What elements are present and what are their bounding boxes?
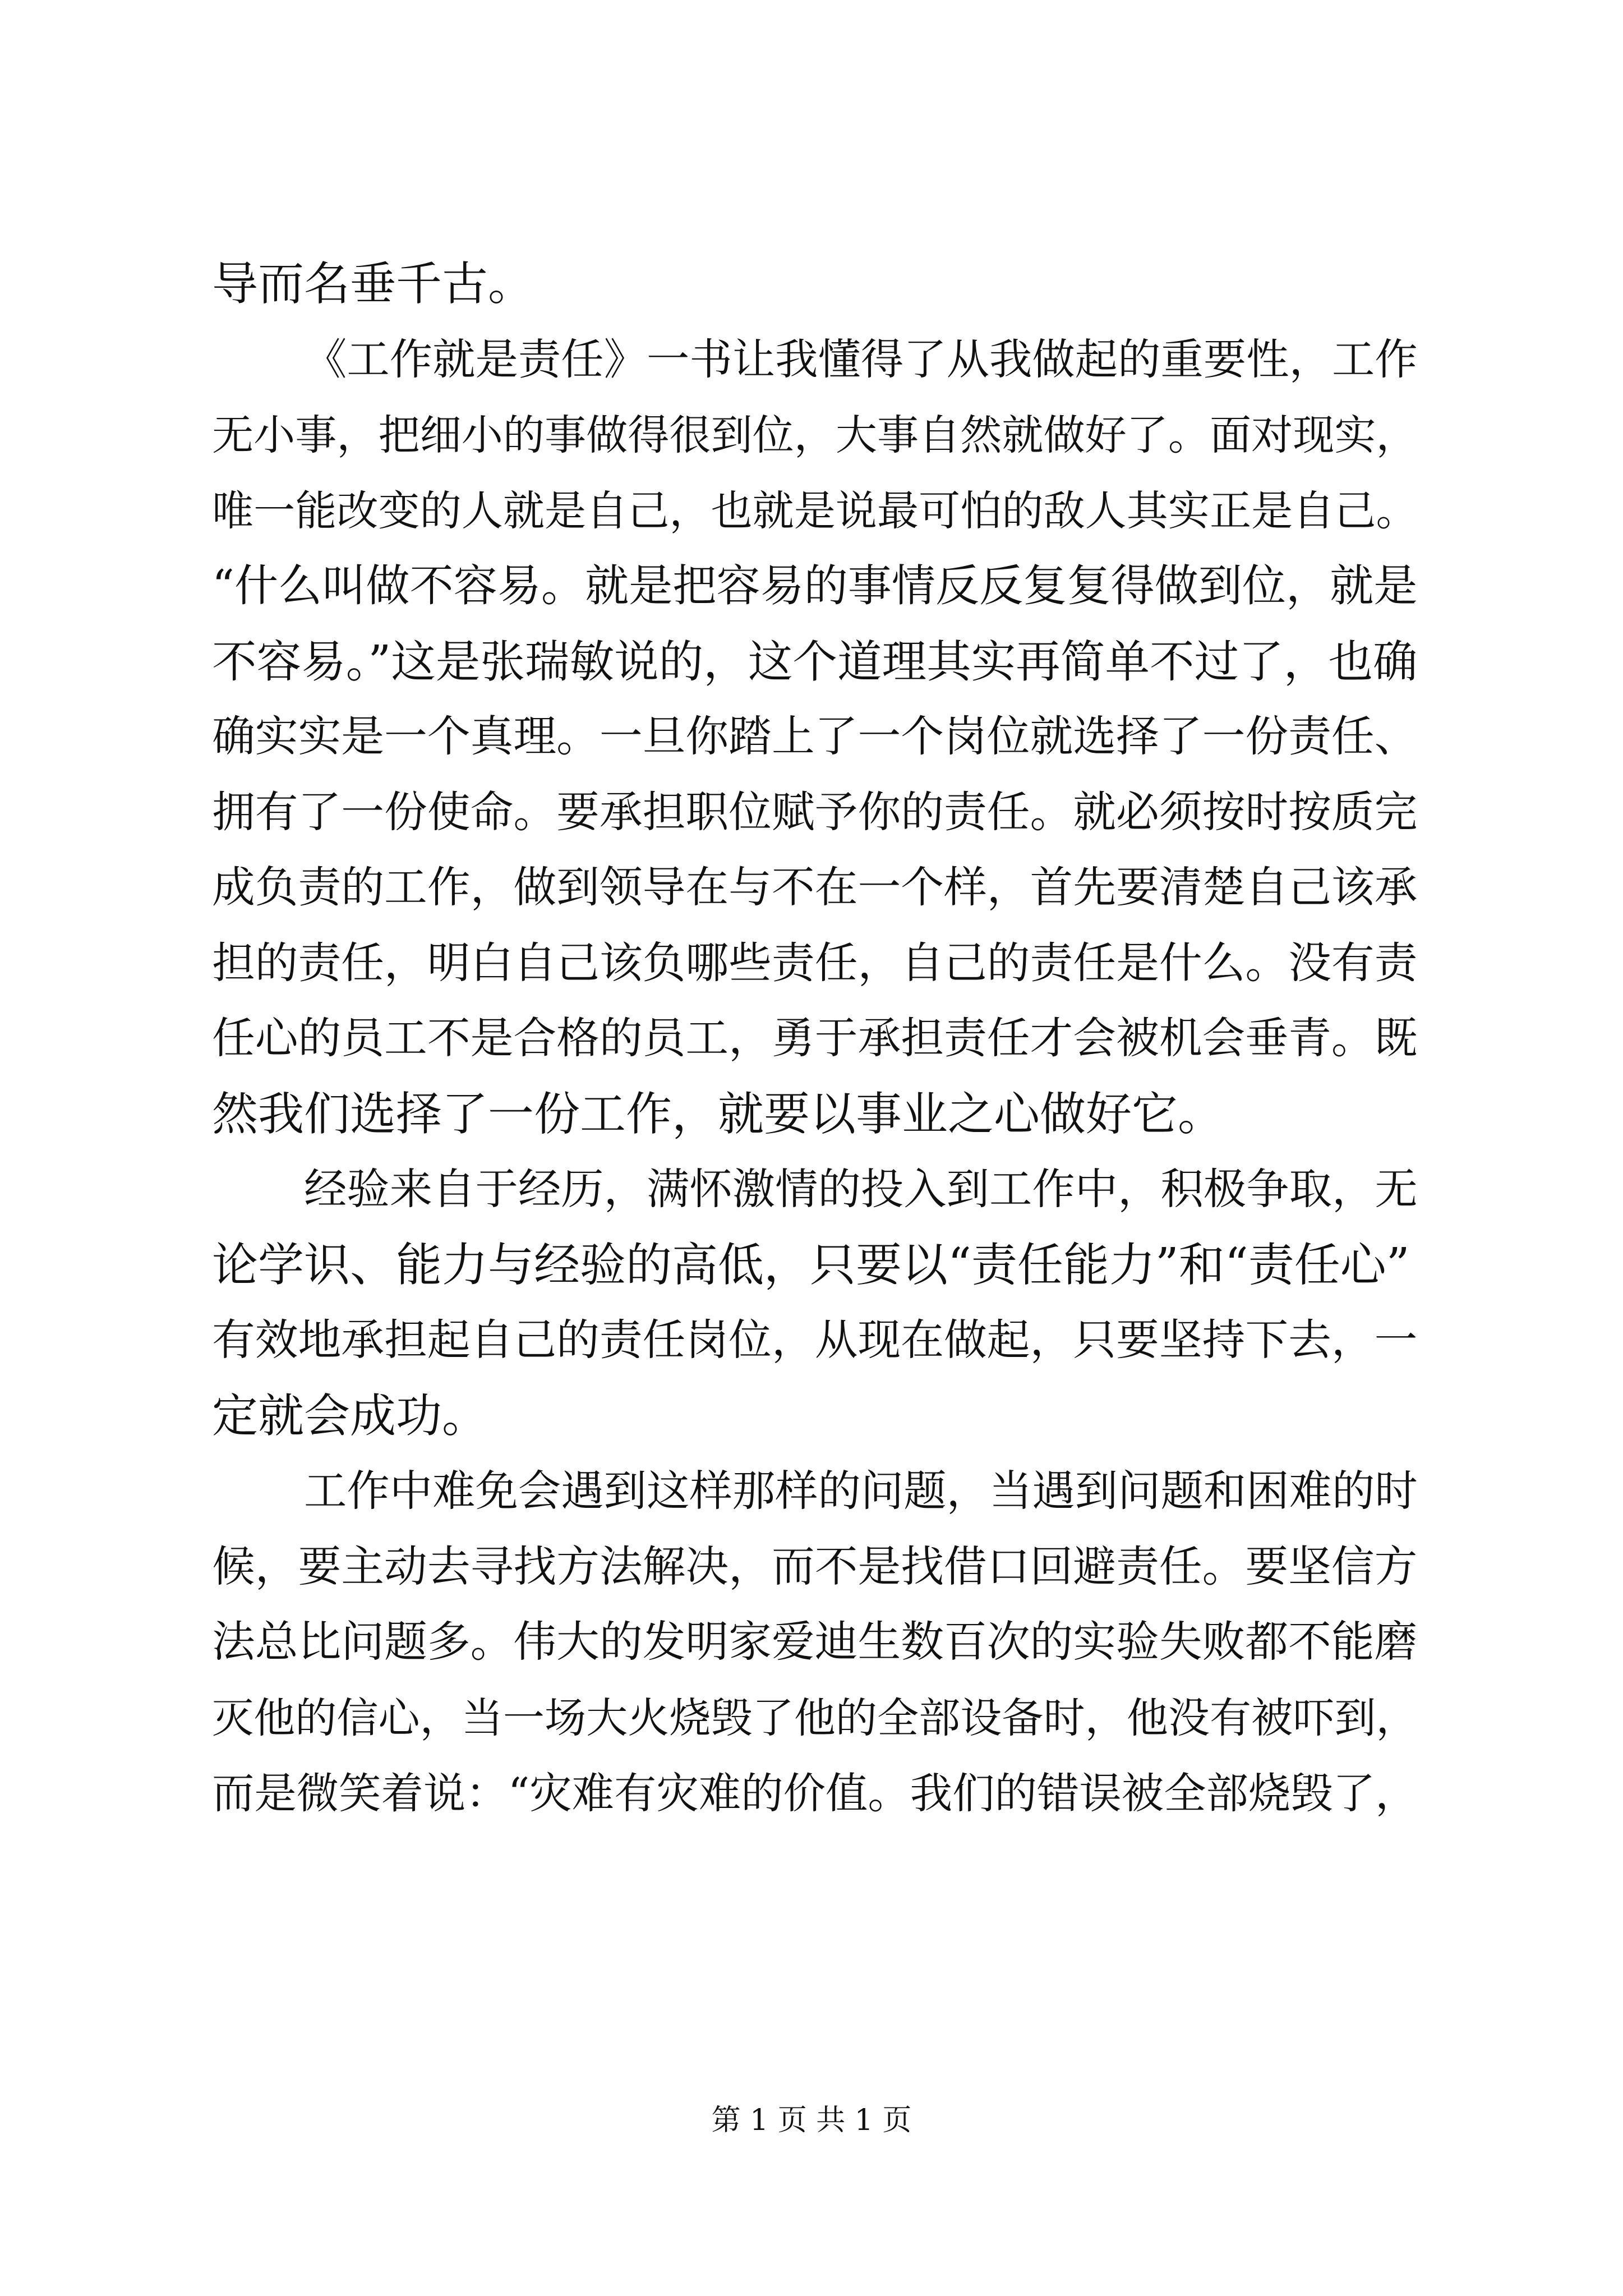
text-line: 不容易。”这是张瑞敏说的，这个道理其实再简单不过了，也确 [212, 635, 1418, 688]
text-line: 担的责任，明白自己该负哪些责任，自己的责任是什么。没有责 [212, 938, 1418, 988]
body-text [212, 247, 1418, 1832]
text-line: 而是微笑着说：“灾难有灾难的价值。我们的错误被全部烧毁了， [212, 1769, 1418, 1818]
text-line: 法总比问题多。伟大的发明家爱迪生数百次的实验失败都不能磨 [212, 1617, 1418, 1667]
text-line: 定就会成功。 [212, 1389, 488, 1443]
text-line: 有效地承担起自己的责任岗位，从现在做起，只要坚持下去，一 [212, 1315, 1418, 1365]
text-line: 无小事，把细小的事做得很到位，大事自然就做好了。面对现实， [212, 411, 1418, 459]
page-footer: 第 1 页 共 1 页 [711, 2104, 912, 2137]
text-line: 拥有了一份使命。要承担职位赋予你的责任。就必须按时按质完 [212, 787, 1418, 838]
text-line: 经验来自于经历，满怀激情的投入到工作中，积极争取，无 [304, 1165, 1418, 1214]
text-line: 灭他的信心，当一场大火烧毁了他的全部设备时，他没有被吓到， [212, 1694, 1418, 1742]
text-line: 候，要主动去寻找方法解决，而不是找借口回避责任。要坚信方 [212, 1542, 1418, 1592]
text-line: 导而名垂千古。 [212, 257, 534, 311]
text-line: 唯一能改变的人就是自己，也就是说最可怕的敌人其实正是自己。 [212, 486, 1418, 535]
text-line: 然我们选择了一份工作，就要以事业之心做好它。 [212, 1087, 1224, 1141]
text-line: 《工作就是责任》一书让我懂得了从我做起的重要性，工作 [304, 334, 1418, 385]
text-line: 成负责的工作，做到领导在与不在一个样，首先要清楚自己该承 [212, 863, 1418, 913]
text-line: 确实实是一个真理。一旦你踏上了一个岗位就选择了一份责任、 [212, 712, 1418, 762]
text-line: 工作中难免会遇到这样那样的问题，当遇到问题和困难的时 [304, 1466, 1418, 1516]
text-line: “什么叫做不容易。就是把容易的事情反反复复得做到位，就是 [212, 560, 1418, 611]
text-line: 论学识、能力与经验的高低，只要以“责任能力”和“责任心” [212, 1238, 1410, 1292]
text-line: 任心的员工不是合格的员工，勇于承担责任才会被机会垂青。既 [212, 1014, 1418, 1064]
